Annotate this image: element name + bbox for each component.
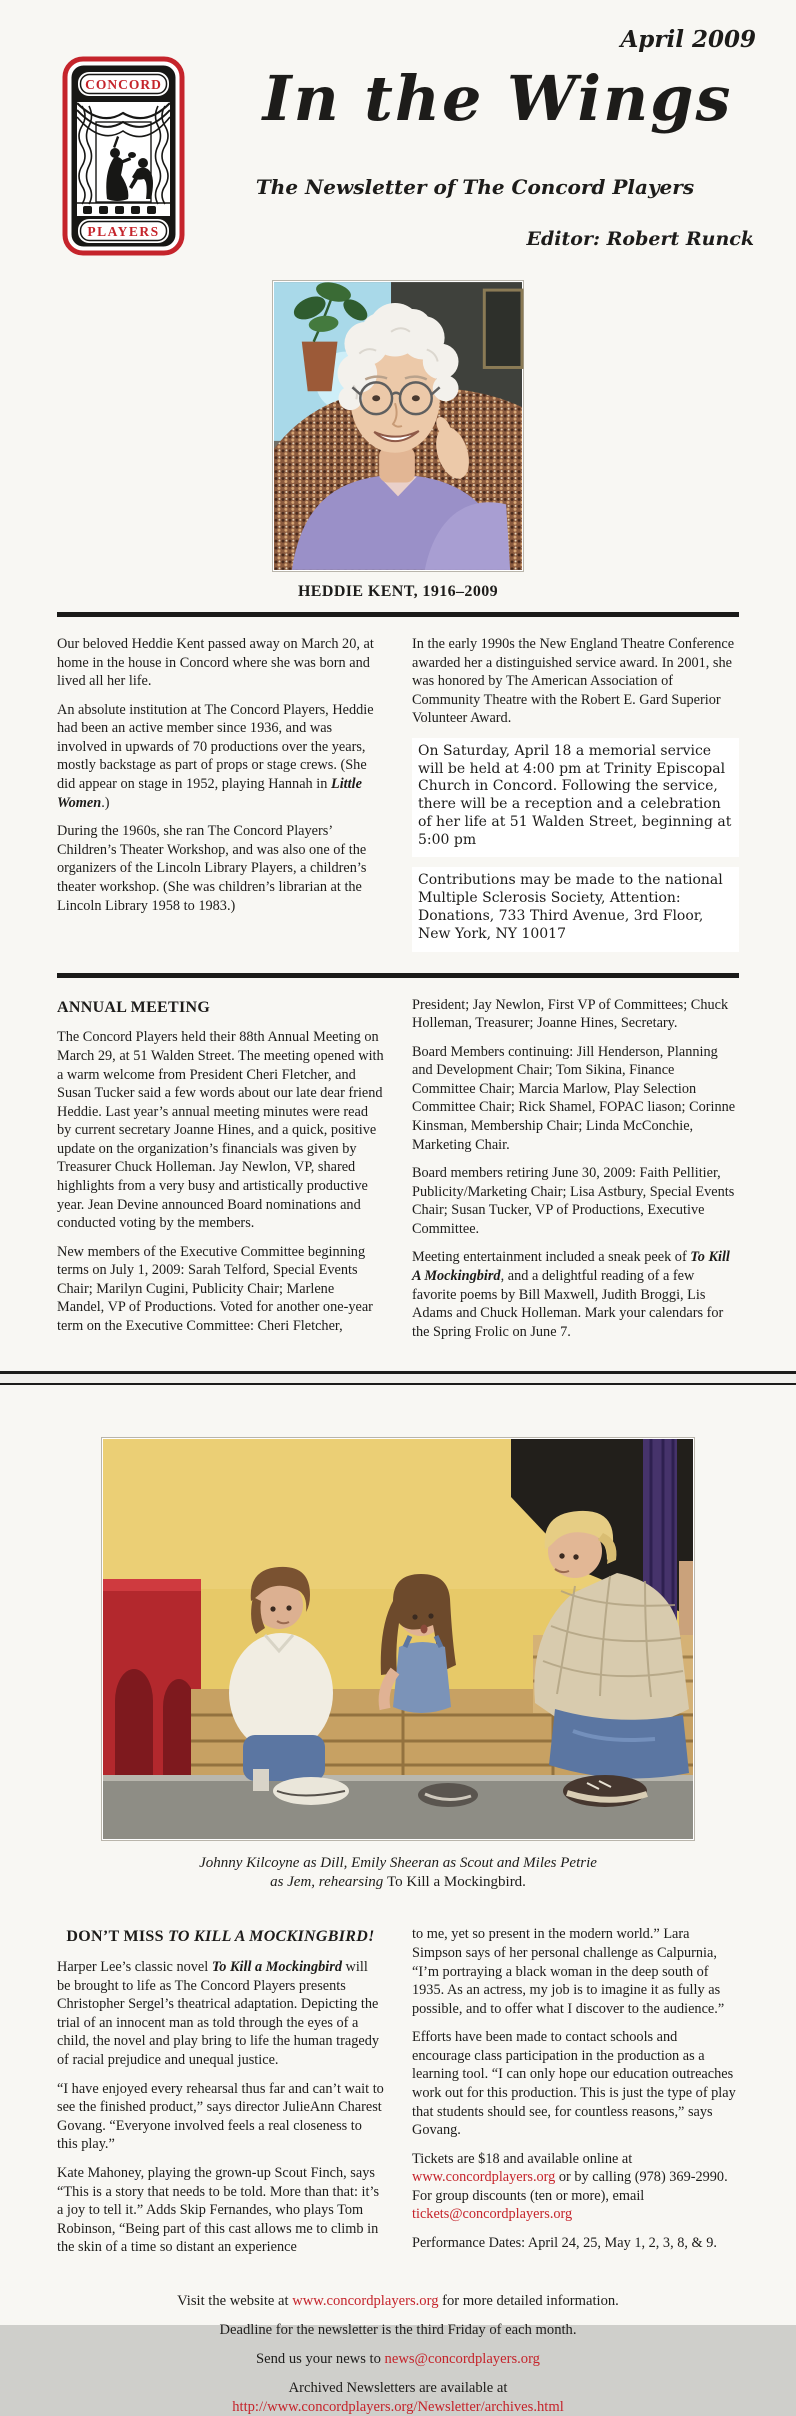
memorial-service-notice: On Saturday, April 18 a memorial service will be held at 4:00 pm at Trinity Episcopal Church in Concord. Following the service, there will be a reception and a celebration of her life at 51 Walden Street, beginning at 5:00 pm (412, 738, 739, 858)
article-paragraph: Kate Mahoney, playing the grown-up Scout Finch, says “This is a story that needs to be told. More than that: it’s a joy to tell it.” Adds Skip Fernandes, who plays Tom Robinson, “Being part of this cast allows me to climb in the skin of a time so distant an experience (57, 2164, 380, 2256)
footer (0, 2293, 796, 2416)
mockingbird-photo-caption (0, 1855, 796, 1891)
article-paragraph: Efforts have been made to contact schools and encourage class participation in the production as a learning tool. “I can only hope our education outreaches work out for this production. This is just the type of play that students should see, for countless reasons,” says Govang. (412, 2029, 736, 2139)
newsletter-title: In the Wings (262, 62, 733, 135)
obituary-paragraph: Our beloved Heddie Kent passed away on March 20, at home in the house in Concord where she was born and lived all her life. (57, 636, 374, 690)
obituary-left-column (57, 635, 384, 962)
annual-meeting-left-column (57, 996, 384, 1352)
meeting-paragraph: Board Members continuing: Jill Henderson, Planning and Development Chair; Tom Sikina, Finance Committee Chair; Marcia Marlow, Play Selection Committee Chair; Rick Shamel, FOPAC liason; Corinne Kinsman, Membership Chair; Linda McConchie, Marketing Chair. (412, 1043, 736, 1153)
link[interactable]: www.concordplayers.org (292, 2292, 439, 2309)
dont-miss-heading: DON’T MISS TO KILL A MOCKINGBIRD! (66, 1928, 375, 1946)
footer-line-news: Send us your news to news@concordplayers.org (256, 2350, 540, 2367)
heddie-photo-caption: HEDDIE KENT, 1916–2009 (297, 583, 499, 600)
meeting-paragraph: Meeting entertainment included a sneak peek of To Kill A Mockingbird, and a delightful reading of a few favorite poems by Bill Maxwell, Judith Broggi, Lis Adams and Chuck Holleman. Mark your calendars for the Spring Frolic on June 7. (412, 1249, 730, 1340)
heddie-obituary-section (0, 617, 796, 962)
article-paragraph: “I have enjoyed every rehearsal thus far and can’t wait to see the finished product,” says director JulieAnn Charest Govang. “Everyone involved feels a real closeness to this play.” (57, 2080, 384, 2153)
editor-credit: Editor: Robert Runck (526, 228, 754, 250)
meeting-paragraph: New members of the Executive Committee beginning terms on July 1, 2009: Sarah Telford, Special Events Chair; Marilyn Cugini, Publicity Chair; Marlene Mandel, VP of Productions. Voted for another one-year term on the Executive Committee: Cheri Fletcher, (57, 1243, 373, 1335)
obituary-paragraph: An absolute institution at The Concord Players, Heddie had been an active member since 1936, and was involved in upwards of 70 productions over the years, mostly backstage as part of props or stage crews. (She did appear on stage in 1952, playing Hannah in Little Women.) (57, 701, 374, 811)
concord-players-logo (62, 56, 185, 261)
link[interactable]: www.concordplayers.org (412, 2169, 556, 2186)
dont-miss-left-column (57, 1925, 384, 2266)
footer-line-archive-url (0, 2399, 796, 2416)
footer-line-archive: Archived Newsletters are available at (288, 2379, 508, 2396)
annual-meeting-section (0, 978, 796, 1352)
logo-concord-text: CONCORD (85, 77, 162, 92)
mockingbird-figure (0, 1437, 796, 1891)
logo-players-text: PLAYERS (87, 224, 160, 239)
mockingbird-rehearsal-photo (101, 1437, 695, 1841)
obituary-paragraph: During the 1960s, she ran The Concord Players’ Children’s Theater Workshop, and was also one of the organizers of the Lincoln Library Players, a children’s theater workshop. (She was children’s librarian at the Lincoln Library 1958 to 1983.) (57, 823, 367, 914)
caption-line: Johnny Kilcoyne as Dill, Emily Sheeran as Scout and Miles Petrie (199, 1855, 597, 1872)
issue-date: April 2009 (620, 26, 756, 53)
annual-meeting-right-column (412, 996, 739, 1352)
meeting-paragraph: The Concord Players held their 88th Annual Meeting on March 29, at 51 Walden Street. The meeting opened with a warm welcome from President Cheri Fletcher, and Susan Tucker said a few words about our late dear friend Heddie. Last year’s annual meeting minutes were read by current secretary Joanne Hines, and a quick, positive update on the organization’s financials was given by Treasurer Chuck Holleman. Jay Newlon, VP, shared highlights from a very busy and artistically productive year. Jean Devine announced Board nominations and conducted voting by the members. (57, 1029, 384, 1232)
tickets-paragraph: Tickets are $18 and available online at www.concordplayers.org or by calling (978) 369-2990. For group discounts (ten or more), email tickets@concordplayers.org (412, 2150, 728, 2223)
caption-line: as Jem, rehearsing To Kill a Mockingbird. (270, 1874, 526, 1891)
obituary-paragraph: In the early 1990s the New England Theatre Conference awarded her a distinguished service award. In 2001, she was honored by The American Association of Community Theatre with the Robert E. Gard Superior Volunteer Award. (412, 636, 735, 727)
annual-meeting-heading: ANNUAL MEETING (57, 998, 211, 1016)
heddie-figure (0, 280, 796, 601)
article-paragraph: to me, yet so present in the modern world.” Lara Simpson says of her personal challenge as Calpurnia, “I’m portraying a black woman in the deep south of 1935. As an actress, my job is to imagine it as fully as possible, and to offer what I discover to the audience.” (412, 1926, 725, 2017)
dont-miss-right-column (412, 1925, 739, 2266)
link[interactable]: tickets@concordplayers.org (412, 2206, 573, 2223)
footer-line-website: Visit the website at www.concordplayers.org for more detailed information. (177, 2292, 619, 2309)
article-paragraph: Harper Lee’s classic novel To Kill a Mockingbird will be brought to life as The Concord Players presents Christopher Sergel’s theatrical adaptation. Depicting the trial of an innocent man as told through the eyes of a child, the novel and play bring to life the human tragedy of racial prejudice and unequal justice. (57, 1959, 379, 2069)
obituary-right-column (412, 635, 739, 962)
heddie-kent-photo (272, 280, 524, 572)
contributions-notice: Contributions may be made to the national Multiple Sclerosis Society, Attention: Donations, 733 Third Avenue, 3rd Floor, New York, NY 10017 (412, 867, 739, 951)
theater-logo-icon (62, 56, 185, 256)
meeting-paragraph: President; Jay Newlon, First VP of Committees; Chuck Holleman, Treasurer; Joanne Hines, Secretary. (412, 996, 729, 1032)
link[interactable]: http://www.concordplayers.org/Newsletter/archives.html (232, 2398, 564, 2415)
newsletter-subtitle: The Newsletter of The Concord Players (255, 175, 695, 199)
page-divider (0, 1371, 796, 1385)
footer-line-deadline: Deadline for the newsletter is the third Friday of each month. (219, 2321, 577, 2338)
masthead (0, 0, 796, 266)
dont-miss-section (0, 1907, 796, 2266)
performance-dates: Performance Dates: April 24, 25, May 1, 2, 3, 8, & 9. (412, 2235, 717, 2252)
link[interactable]: news@concordplayers.org (384, 2350, 540, 2367)
meeting-paragraph: Board members retiring June 30, 2009: Faith Pellitier, Publicity/Marketing Chair; Lisa Astbury, Special Events Chair; Susan Tucker, VP of Productions, Executive Committee. (412, 1165, 735, 1237)
